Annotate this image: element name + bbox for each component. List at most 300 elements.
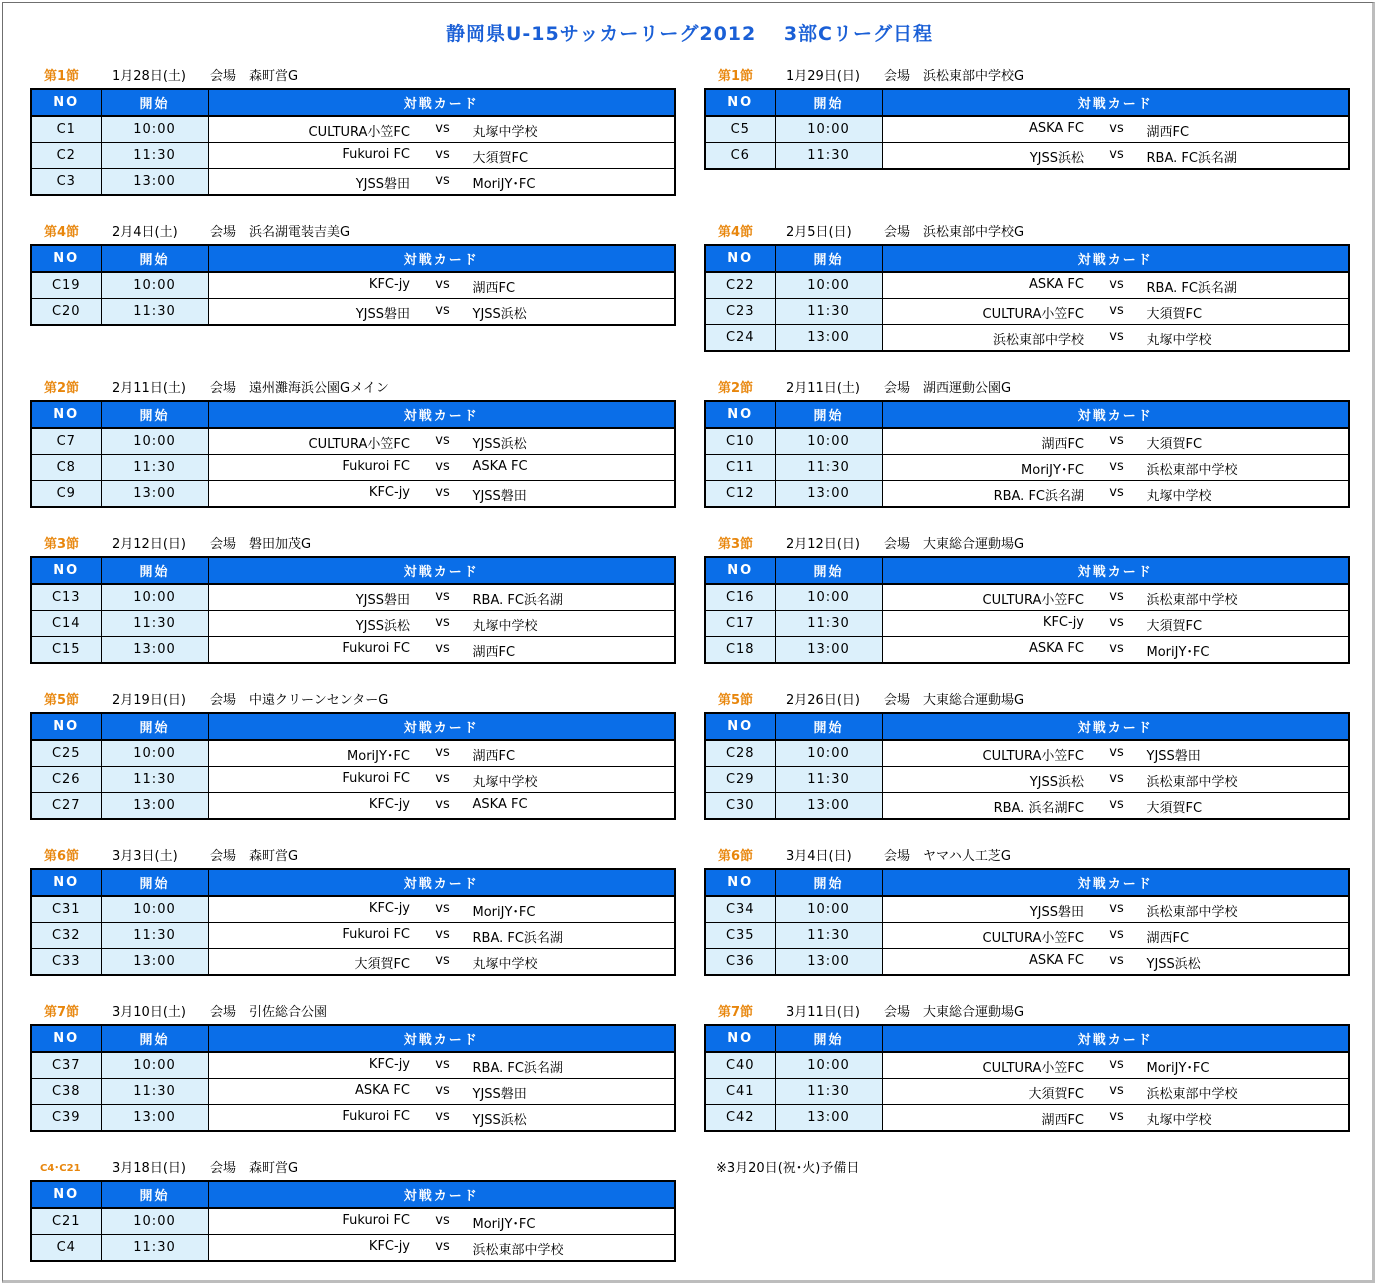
home-team: KFC-jy bbox=[368, 277, 410, 292]
home-team: 湖西FC bbox=[1041, 437, 1084, 452]
match-no: C3 bbox=[31, 169, 101, 196]
schedule-table bbox=[704, 1024, 1350, 1132]
kickoff-time: 10:00 bbox=[101, 740, 208, 767]
match-card bbox=[208, 455, 675, 481]
table-row bbox=[705, 481, 1349, 508]
table-row bbox=[31, 949, 675, 976]
block-header bbox=[30, 224, 676, 242]
vs-label: vs bbox=[435, 433, 450, 448]
home-team: 大須賀FC bbox=[354, 957, 410, 972]
schedule-table bbox=[704, 556, 1350, 664]
match-card bbox=[882, 455, 1349, 481]
schedule-block bbox=[30, 1004, 676, 1128]
schedule-table bbox=[704, 712, 1350, 820]
table-header-row bbox=[31, 245, 675, 272]
section-label: 第4節 bbox=[44, 225, 80, 240]
away-team: RBA. FC浜名湖 bbox=[472, 1061, 563, 1076]
table-row bbox=[705, 455, 1349, 481]
header-start: 開始 bbox=[101, 89, 208, 116]
home-team: MoriJY･FC bbox=[1021, 463, 1084, 478]
match-card bbox=[208, 116, 675, 143]
kickoff-time: 11:30 bbox=[101, 1235, 208, 1262]
schedule-block bbox=[30, 536, 676, 660]
away-team: YJSS磐田 bbox=[472, 489, 527, 504]
match-card bbox=[882, 767, 1349, 793]
vs-label: vs bbox=[1109, 459, 1124, 474]
away-team: 浜松東部中学校 bbox=[1146, 1087, 1238, 1102]
header-match: 対戦カード bbox=[208, 89, 675, 116]
match-no: C11 bbox=[705, 455, 775, 481]
header-match: 対戦カード bbox=[208, 1025, 675, 1052]
table-row bbox=[705, 611, 1349, 637]
match-card bbox=[882, 325, 1349, 352]
kickoff-time: 11:30 bbox=[775, 767, 882, 793]
kickoff-time: 10:00 bbox=[101, 428, 208, 455]
match-date: 2月12日(日) bbox=[112, 537, 186, 552]
home-team: YJSS磐田 bbox=[1029, 905, 1084, 920]
header-start: 開始 bbox=[775, 557, 882, 584]
table-row bbox=[705, 767, 1349, 793]
home-team: Fukuroi FC bbox=[342, 1213, 410, 1228]
match-no: C40 bbox=[705, 1052, 775, 1079]
block-header bbox=[704, 692, 1350, 710]
match-no: C34 bbox=[705, 896, 775, 923]
vs-label: vs bbox=[1109, 303, 1124, 318]
header-start: 開始 bbox=[101, 713, 208, 740]
kickoff-time: 11:30 bbox=[775, 1079, 882, 1105]
schedule-table bbox=[30, 1024, 676, 1132]
table-row bbox=[31, 584, 675, 611]
kickoff-time: 10:00 bbox=[101, 584, 208, 611]
home-team: 浜松東部中学校 bbox=[992, 333, 1084, 348]
table-row bbox=[705, 143, 1349, 170]
home-team: KFC-jy bbox=[368, 901, 410, 916]
block-header bbox=[704, 536, 1350, 554]
kickoff-time: 10:00 bbox=[101, 272, 208, 299]
match-card bbox=[208, 611, 675, 637]
match-card bbox=[208, 1079, 675, 1105]
block-header bbox=[704, 848, 1350, 866]
match-card bbox=[208, 428, 675, 455]
home-team: Fukuroi FC bbox=[342, 459, 410, 474]
kickoff-time: 13:00 bbox=[775, 793, 882, 820]
header-start: 開始 bbox=[775, 401, 882, 428]
section-label: 第7節 bbox=[44, 1005, 80, 1020]
home-team: YJSS浜松 bbox=[355, 619, 410, 634]
vs-label: vs bbox=[1109, 277, 1124, 292]
kickoff-time: 13:00 bbox=[775, 325, 882, 352]
table-row bbox=[705, 428, 1349, 455]
vs-label: vs bbox=[1109, 901, 1124, 916]
vs-label: vs bbox=[1109, 1083, 1124, 1098]
schedule-block bbox=[30, 380, 676, 504]
table-row bbox=[705, 299, 1349, 325]
match-card bbox=[208, 584, 675, 611]
table-row bbox=[31, 1235, 675, 1262]
home-team: Fukuroi FC bbox=[342, 927, 410, 942]
match-card bbox=[882, 611, 1349, 637]
header-no: NO bbox=[31, 713, 101, 740]
table-row bbox=[705, 793, 1349, 820]
match-card bbox=[208, 949, 675, 976]
header-no: NO bbox=[705, 869, 775, 896]
venue-label: 会場 大東総合運動場G bbox=[884, 1005, 1025, 1020]
away-team: 浜松東部中学校 bbox=[472, 1243, 564, 1258]
venue-label: 会場 森町営G bbox=[210, 1161, 299, 1176]
block-header bbox=[30, 536, 676, 554]
away-team: MoriJY･FC bbox=[1146, 1061, 1210, 1076]
table-row bbox=[31, 116, 675, 143]
venue-label: 会場 遠州灘海浜公園Gメイン bbox=[210, 381, 389, 396]
home-team: KFC-jy bbox=[368, 1057, 410, 1072]
match-card bbox=[882, 740, 1349, 767]
venue-label: 会場 湖西運動公園G bbox=[884, 381, 1012, 396]
section-label: 第2節 bbox=[44, 381, 80, 396]
kickoff-time: 13:00 bbox=[101, 949, 208, 976]
vs-label: vs bbox=[435, 1083, 450, 1098]
table-row bbox=[31, 455, 675, 481]
vs-label: vs bbox=[1109, 641, 1124, 656]
header-no: NO bbox=[31, 1181, 101, 1208]
away-team: 湖西FC bbox=[472, 749, 516, 764]
header-no: NO bbox=[705, 89, 775, 116]
header-start: 開始 bbox=[775, 1025, 882, 1052]
section-label: 第6節 bbox=[718, 849, 754, 864]
home-team: Fukuroi FC bbox=[342, 147, 410, 162]
away-team: YJSS磐田 bbox=[1146, 749, 1201, 764]
header-no: NO bbox=[31, 869, 101, 896]
kickoff-time: 11:30 bbox=[101, 455, 208, 481]
home-team: ASKA FC bbox=[1028, 121, 1084, 136]
match-no: C25 bbox=[31, 740, 101, 767]
table-header-row bbox=[705, 89, 1349, 116]
venue-label: 会場 大東総合運動場G bbox=[884, 537, 1025, 552]
header-match: 対戦カード bbox=[882, 245, 1349, 272]
vs-label: vs bbox=[435, 147, 450, 162]
vs-label: vs bbox=[435, 1239, 450, 1254]
home-team: CULTURA小笠FC bbox=[982, 1061, 1084, 1076]
table-row bbox=[31, 272, 675, 299]
table-row bbox=[31, 793, 675, 820]
away-team: 丸塚中学校 bbox=[472, 619, 538, 634]
section-label: 第4節 bbox=[718, 225, 754, 240]
match-card bbox=[208, 1208, 675, 1235]
away-team: 丸塚中学校 bbox=[472, 125, 538, 140]
home-team: YJSS磐田 bbox=[355, 307, 410, 322]
schedule-table bbox=[30, 712, 676, 820]
table-header-row bbox=[705, 869, 1349, 896]
table-row bbox=[705, 116, 1349, 143]
schedule-table bbox=[30, 868, 676, 976]
home-team: KFC-jy bbox=[368, 485, 410, 500]
match-date: 2月11日(土) bbox=[112, 381, 186, 396]
schedule-block bbox=[704, 692, 1350, 816]
away-team: 丸塚中学校 bbox=[472, 775, 538, 790]
match-card bbox=[208, 1052, 675, 1079]
match-date: 3月3日(土) bbox=[112, 849, 178, 864]
schedule-block bbox=[30, 1160, 676, 1258]
home-team: YJSS浜松 bbox=[1029, 775, 1084, 790]
match-card bbox=[882, 793, 1349, 820]
kickoff-time: 11:30 bbox=[101, 1079, 208, 1105]
home-team: CULTURA小笠FC bbox=[982, 749, 1084, 764]
kickoff-time: 13:00 bbox=[101, 793, 208, 820]
match-no: C17 bbox=[705, 611, 775, 637]
away-team: MoriJY･FC bbox=[472, 177, 536, 192]
away-team: 丸塚中学校 bbox=[1146, 489, 1212, 504]
header-start: 開始 bbox=[775, 89, 882, 116]
schedule-table bbox=[704, 400, 1350, 508]
match-card bbox=[208, 740, 675, 767]
home-team: CULTURA小笠FC bbox=[982, 307, 1084, 322]
kickoff-time: 11:30 bbox=[101, 299, 208, 326]
kickoff-time: 11:30 bbox=[775, 299, 882, 325]
match-no: C20 bbox=[31, 299, 101, 326]
page-title: 静岡県U-15サッカーリーグ2012 3部Cリーグ日程 bbox=[445, 23, 934, 45]
vs-label: vs bbox=[435, 1109, 450, 1124]
table-row bbox=[31, 1079, 675, 1105]
match-date: 2月19日(日) bbox=[112, 693, 186, 708]
table-row bbox=[31, 428, 675, 455]
header-start: 開始 bbox=[101, 1025, 208, 1052]
section-label: C4･C21 bbox=[40, 1163, 81, 1174]
kickoff-time: 13:00 bbox=[775, 637, 882, 664]
match-no: C26 bbox=[31, 767, 101, 793]
match-no: C29 bbox=[705, 767, 775, 793]
match-no: C8 bbox=[31, 455, 101, 481]
block-header bbox=[704, 1004, 1350, 1022]
kickoff-time: 13:00 bbox=[775, 1105, 882, 1132]
header-no: NO bbox=[705, 713, 775, 740]
match-date: 1月28日(土) bbox=[112, 69, 186, 84]
section-label: 第1節 bbox=[718, 69, 754, 84]
home-team: Fukuroi FC bbox=[342, 1109, 410, 1124]
header-match: 対戦カード bbox=[882, 557, 1349, 584]
away-team: MoriJY･FC bbox=[1146, 645, 1210, 660]
match-no: C12 bbox=[705, 481, 775, 508]
schedule-block bbox=[30, 68, 676, 192]
away-team: 湖西FC bbox=[1146, 931, 1190, 946]
table-header-row bbox=[705, 401, 1349, 428]
match-card bbox=[208, 637, 675, 664]
home-team: ASKA FC bbox=[1028, 277, 1084, 292]
away-team: YJSS磐田 bbox=[472, 1087, 527, 1102]
table-row bbox=[31, 611, 675, 637]
match-no: C32 bbox=[31, 923, 101, 949]
away-team: RBA. FC浜名湖 bbox=[472, 593, 563, 608]
schedule-table bbox=[704, 244, 1350, 352]
away-team: RBA. FC浜名湖 bbox=[1146, 151, 1237, 166]
table-header-row bbox=[31, 869, 675, 896]
header-no: NO bbox=[705, 245, 775, 272]
table-row bbox=[31, 740, 675, 767]
kickoff-time: 11:30 bbox=[775, 455, 882, 481]
home-team: CULTURA小笠FC bbox=[982, 931, 1084, 946]
match-no: C23 bbox=[705, 299, 775, 325]
kickoff-time: 10:00 bbox=[775, 896, 882, 923]
venue-label: 会場 大東総合運動場G bbox=[884, 693, 1025, 708]
match-no: C2 bbox=[31, 143, 101, 169]
header-no: NO bbox=[705, 557, 775, 584]
away-team: 浜松東部中学校 bbox=[1146, 905, 1238, 920]
match-no: C24 bbox=[705, 325, 775, 352]
match-date: 2月26日(日) bbox=[786, 693, 860, 708]
match-no: C10 bbox=[705, 428, 775, 455]
header-match: 対戦カード bbox=[882, 869, 1349, 896]
header-start: 開始 bbox=[101, 557, 208, 584]
home-team: Fukuroi FC bbox=[342, 641, 410, 656]
table-row bbox=[705, 1105, 1349, 1132]
away-team: 大須賀FC bbox=[1146, 437, 1203, 452]
header-no: NO bbox=[31, 401, 101, 428]
kickoff-time: 11:30 bbox=[101, 767, 208, 793]
match-card bbox=[882, 481, 1349, 508]
away-team: YJSS浜松 bbox=[472, 1113, 527, 1128]
table-row bbox=[31, 481, 675, 508]
header-start: 開始 bbox=[775, 713, 882, 740]
header-match: 対戦カード bbox=[208, 401, 675, 428]
kickoff-time: 11:30 bbox=[775, 611, 882, 637]
block-header bbox=[30, 692, 676, 710]
away-team: YJSS浜松 bbox=[472, 307, 527, 322]
match-card bbox=[882, 1105, 1349, 1132]
kickoff-time: 13:00 bbox=[101, 169, 208, 196]
match-date: 3月11日(日) bbox=[786, 1005, 860, 1020]
schedule-block bbox=[30, 848, 676, 972]
schedule-block bbox=[30, 224, 676, 322]
venue-label: 会場 ヤマハ人工芝G bbox=[884, 849, 1011, 864]
header-start: 開始 bbox=[101, 401, 208, 428]
vs-label: vs bbox=[1109, 797, 1124, 812]
home-team: KFC-jy bbox=[368, 1239, 410, 1254]
section-label: 第3節 bbox=[718, 537, 754, 552]
header-match: 対戦カード bbox=[208, 713, 675, 740]
schedule-table bbox=[704, 868, 1350, 976]
match-card bbox=[882, 299, 1349, 325]
table-header-row bbox=[31, 557, 675, 584]
vs-label: vs bbox=[1109, 1109, 1124, 1124]
home-team: ASKA FC bbox=[1028, 953, 1084, 968]
kickoff-time: 10:00 bbox=[101, 896, 208, 923]
schedule-table bbox=[704, 88, 1350, 170]
vs-label: vs bbox=[1109, 953, 1124, 968]
header-start: 開始 bbox=[775, 245, 882, 272]
away-team: RBA. FC浜名湖 bbox=[1146, 281, 1237, 296]
match-date: 2月5日(日) bbox=[786, 225, 852, 240]
match-card bbox=[882, 896, 1349, 923]
vs-label: vs bbox=[1109, 147, 1124, 162]
schedule-block bbox=[704, 380, 1350, 504]
match-card bbox=[882, 1052, 1349, 1079]
venue-label: 会場 森町営G bbox=[210, 69, 299, 84]
schedule-block bbox=[704, 536, 1350, 660]
home-team: 大須賀FC bbox=[1028, 1087, 1084, 1102]
kickoff-time: 10:00 bbox=[101, 1052, 208, 1079]
match-no: C33 bbox=[31, 949, 101, 976]
match-no: C37 bbox=[31, 1052, 101, 1079]
match-card bbox=[208, 481, 675, 508]
table-row bbox=[705, 896, 1349, 923]
header-no: NO bbox=[31, 557, 101, 584]
away-team: 湖西FC bbox=[472, 281, 516, 296]
kickoff-time: 11:30 bbox=[775, 143, 882, 170]
block-header bbox=[30, 1160, 676, 1178]
kickoff-time: 10:00 bbox=[775, 428, 882, 455]
away-team: 浜松東部中学校 bbox=[1146, 593, 1238, 608]
kickoff-time: 11:30 bbox=[101, 143, 208, 169]
match-card bbox=[882, 584, 1349, 611]
vs-label: vs bbox=[435, 121, 450, 136]
match-no: C30 bbox=[705, 793, 775, 820]
away-team: 大須賀FC bbox=[472, 151, 529, 166]
match-card bbox=[208, 896, 675, 923]
schedule-table bbox=[30, 556, 676, 664]
header-start: 開始 bbox=[101, 1181, 208, 1208]
home-team: YJSS浜松 bbox=[1029, 151, 1084, 166]
kickoff-time: 10:00 bbox=[775, 272, 882, 299]
vs-label: vs bbox=[435, 485, 450, 500]
block-header bbox=[30, 380, 676, 398]
schedule-table bbox=[30, 88, 676, 196]
home-team: YJSS磐田 bbox=[355, 593, 410, 608]
vs-label: vs bbox=[1109, 745, 1124, 760]
table-header-row bbox=[705, 557, 1349, 584]
table-row bbox=[31, 767, 675, 793]
header-match: 対戦カード bbox=[208, 245, 675, 272]
venue-label: 会場 中遠クリーンセンターG bbox=[210, 693, 389, 708]
away-team: 浜松東部中学校 bbox=[1146, 463, 1238, 478]
match-card bbox=[208, 923, 675, 949]
match-no: C38 bbox=[31, 1079, 101, 1105]
match-date: 2月4日(土) bbox=[112, 225, 178, 240]
table-row bbox=[31, 637, 675, 664]
kickoff-time: 11:30 bbox=[101, 923, 208, 949]
match-no: C13 bbox=[31, 584, 101, 611]
home-team: 湖西FC bbox=[1041, 1113, 1084, 1128]
match-no: C7 bbox=[31, 428, 101, 455]
match-date: 2月12日(日) bbox=[786, 537, 860, 552]
table-row bbox=[705, 923, 1349, 949]
vs-label: vs bbox=[435, 303, 450, 318]
table-row bbox=[31, 299, 675, 326]
away-team: 丸塚中学校 bbox=[472, 957, 538, 972]
match-no: C35 bbox=[705, 923, 775, 949]
header-start: 開始 bbox=[775, 869, 882, 896]
match-card bbox=[208, 143, 675, 169]
table-row bbox=[705, 584, 1349, 611]
vs-label: vs bbox=[1109, 433, 1124, 448]
away-team: ASKA FC bbox=[472, 459, 528, 474]
header-match: 対戦カード bbox=[882, 89, 1349, 116]
vs-label: vs bbox=[435, 745, 450, 760]
table-row bbox=[705, 272, 1349, 299]
match-no: C36 bbox=[705, 949, 775, 976]
home-team: KFC-jy bbox=[1042, 615, 1084, 630]
match-no: C16 bbox=[705, 584, 775, 611]
match-card bbox=[882, 116, 1349, 143]
away-team: 大須賀FC bbox=[1146, 307, 1203, 322]
match-date: 3月18日(日) bbox=[112, 1161, 186, 1176]
schedule-block bbox=[704, 224, 1350, 348]
match-no: C42 bbox=[705, 1105, 775, 1132]
table-header-row bbox=[31, 713, 675, 740]
table-header-row bbox=[31, 1025, 675, 1052]
match-no: C5 bbox=[705, 116, 775, 143]
table-row bbox=[705, 637, 1349, 664]
kickoff-time: 13:00 bbox=[101, 1105, 208, 1132]
table-row bbox=[705, 949, 1349, 976]
vs-label: vs bbox=[435, 589, 450, 604]
